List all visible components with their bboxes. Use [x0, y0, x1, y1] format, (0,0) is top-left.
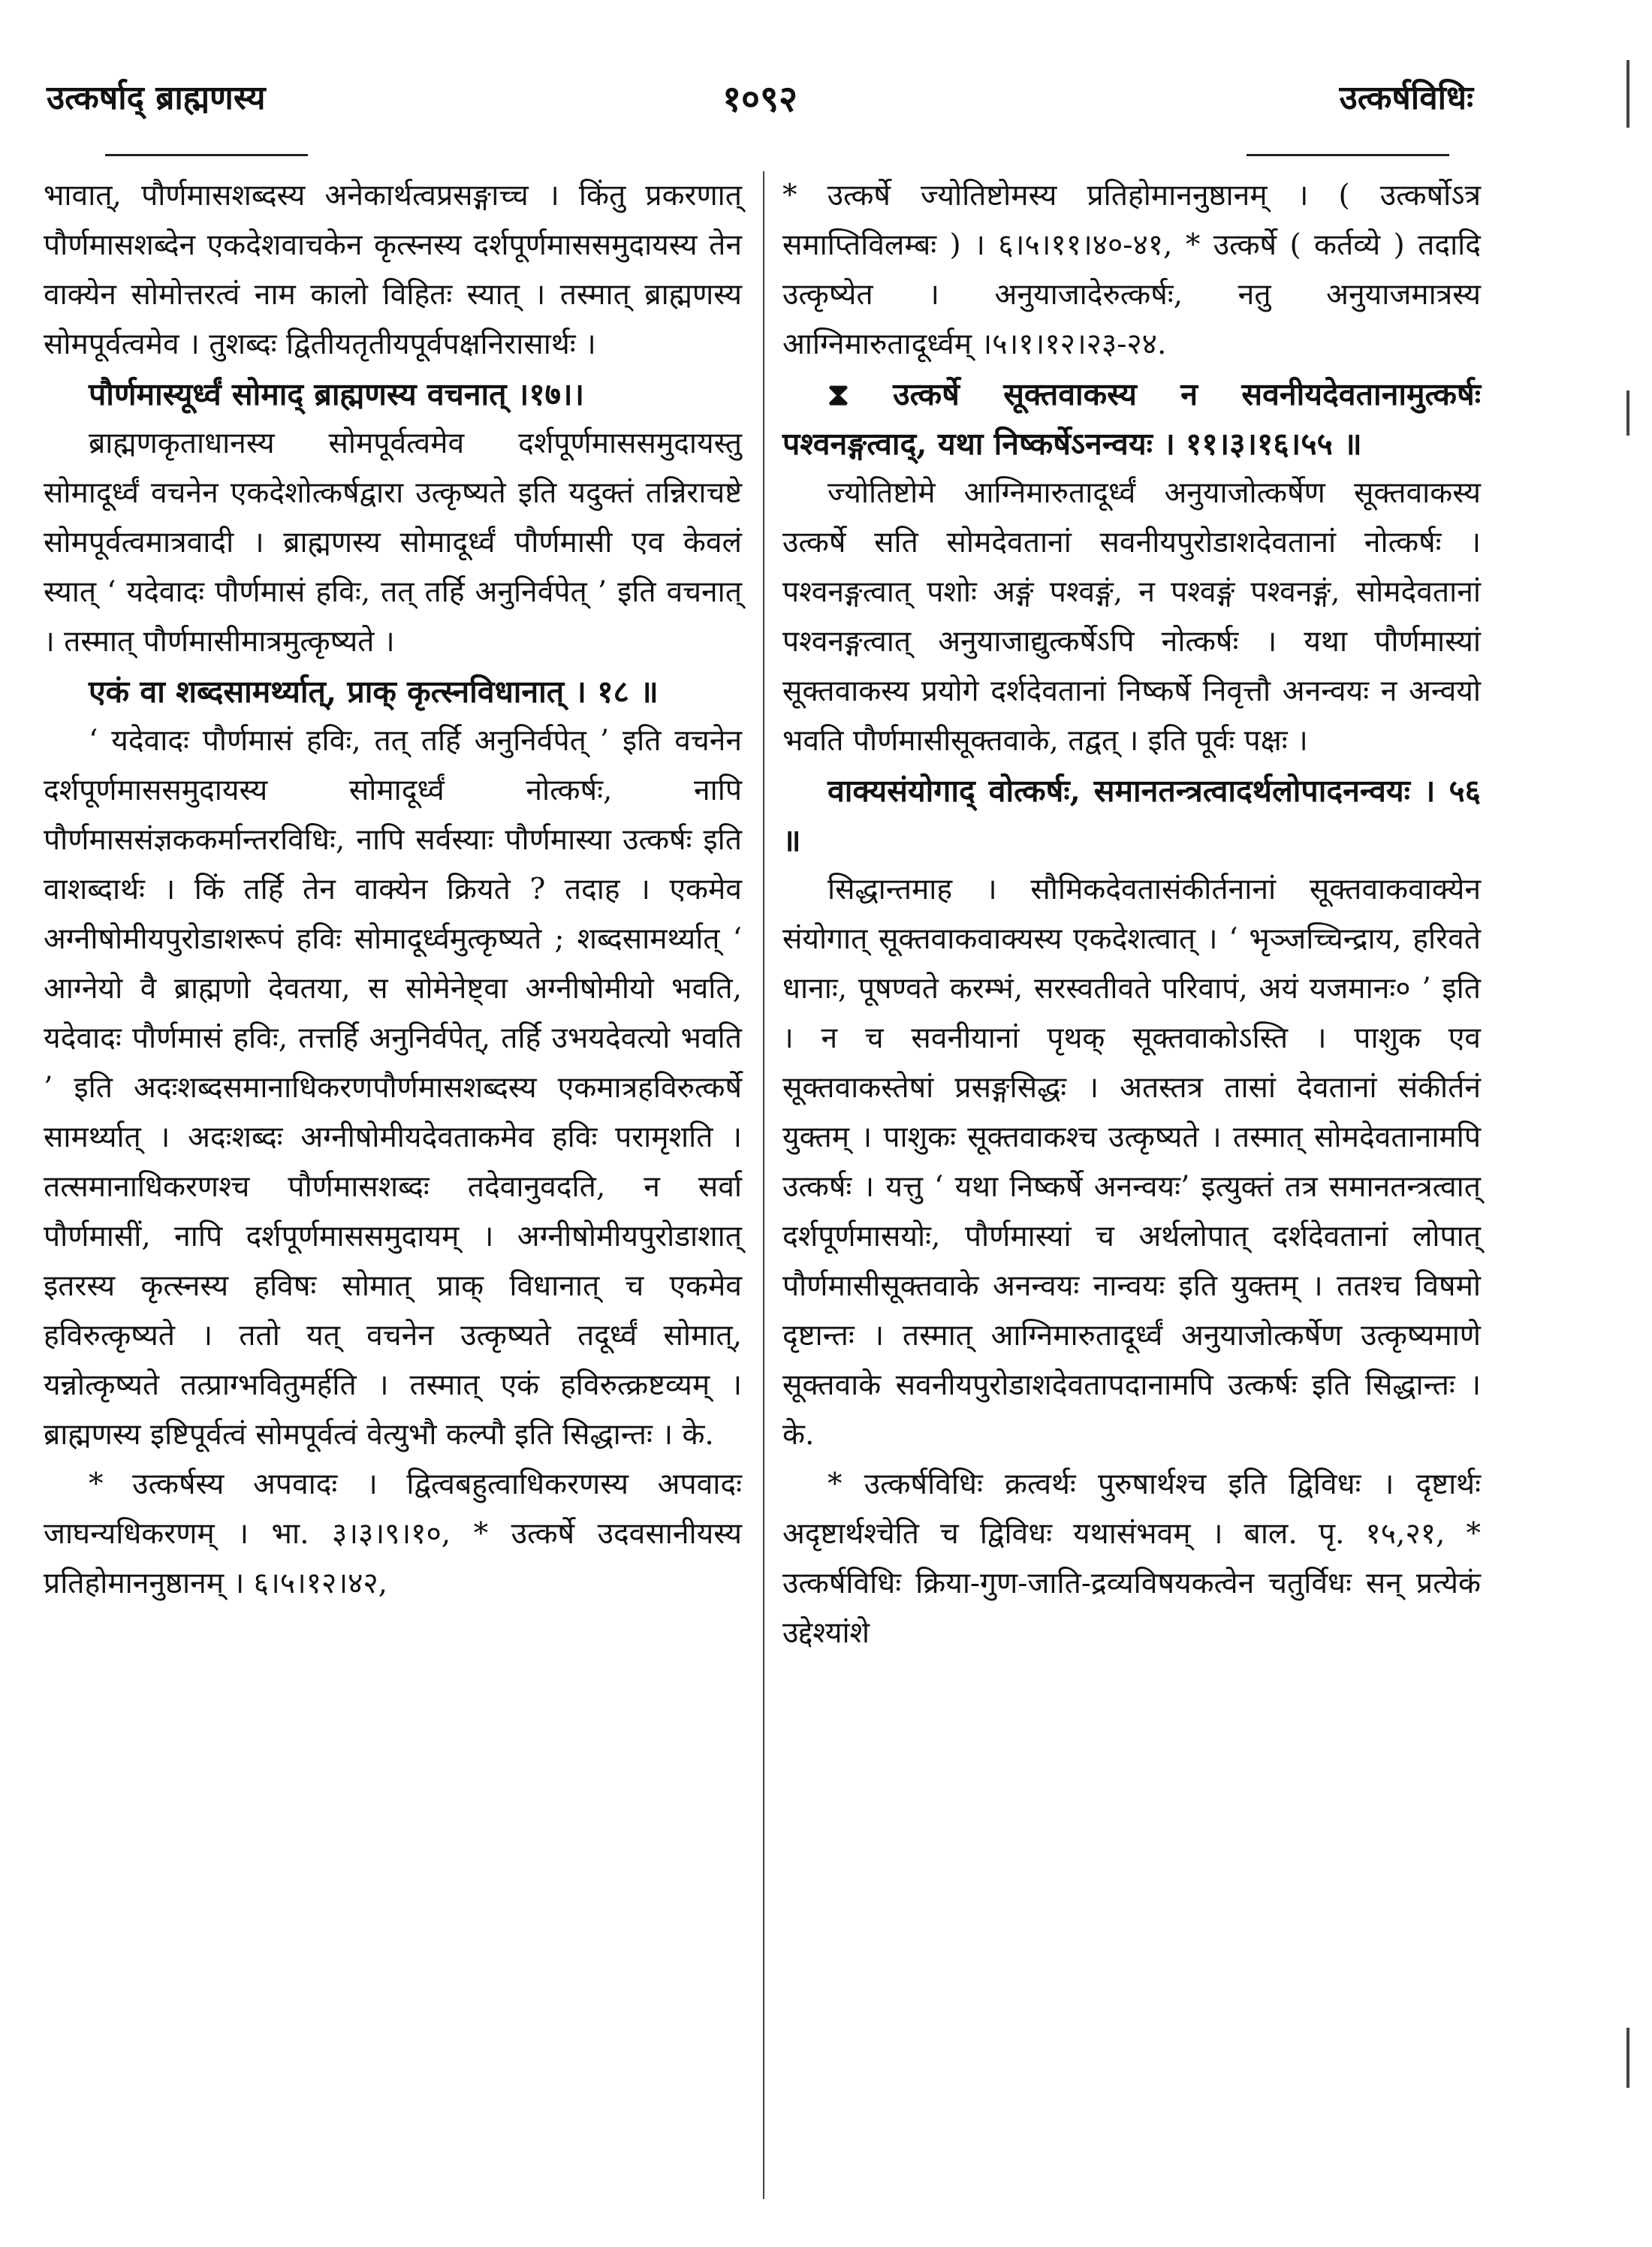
paragraph: भावात्, पौर्णमासशब्दस्य अनेकार्थत्वप्रसङ्गाच्च । किंतु प्रकरणात् पौर्णमासशब्देन एकदेशवाचकेन कृत्स्नस्य दर्शपूर्णमाससमुदायस्य तेन वाक्येन सोमोत्तरत्वं नाम कालो विहितः स्यात् । तस्मात् ब्राह्मणस्य सोमपूर्वत्वमेव । तुशब्दः द्वितीयतृतीयपूर्वपक्षनिरासार्थः । — [44, 179, 742, 361]
scan-edge-mark — [1626, 2028, 1629, 2088]
paragraph: ज्योतिष्टोमे आग्निमारुतादूर्ध्वं अनुयाजोत्कर्षेण सूक्तवाकस्य उत्कर्षे सति सोमदेवतानां सवनीयपुरोडाशदेवतानां नोत्कर्षः । पश्वनङ्गत्वात् पशोः अङ्गं पश्वङ्गं, न पश्वङ्गं पश्वनङ्गं, सोमदेवतानां पश्वनङ्गत्वात् अनुयाजाद्युत्कर्षेऽपि नोत्कर्षः । यथा पौर्णमास्यां सूक्तवाकस्य प्रयोगे दर्शदेवतानां निष्कर्षे निवृत्तौ अनन्वयः न अन्वयो भवति पौर्णमासीसूक्तवाके, तद्वत् । इति पूर्वः पक्षः । — [782, 476, 1481, 758]
sutra-heading: वाक्यसंयोगाद् वोत्कर्षः, समानतन्त्रत्वादर्थलोपादनन्वयः । ५६ ॥ — [782, 773, 1481, 858]
paragraph: ब्राह्मणकृताधानस्य सोमपूर्वत्वमेव दर्शपूर्णमाससमुदायस्तु सोमादूर्ध्वं वचनेन एकदेशोत्कर्षद्वारा उत्कृष्यते इति यदुक्तं तन्निराचष्टे सोमपूर्वत्वमात्रवादी । ब्राह्मणस्य सोमादूर्ध्वं पौर्णमासी एव केवलं स्यात् ‘ यदेवादः पौर्णमासं हविः, तत् तर्हि अनुनिर्वपेत् ’ इति वचनात् । तस्मात् पौर्णमासीमात्रमुत्कृष्यते । — [44, 427, 742, 659]
paragraph: * उत्कर्षस्य अपवादः । द्वित्वबहुत्वाधिकरणस्य अपवादः जाघन्यधिकरणम् । भा. ३।३।९।१०, * उत्कर्षे उदवसानीयस्य प्रतिहोमाननुष्ठानम् । ६।५।१२।४२, — [44, 1467, 742, 1600]
right-column — [782, 171, 1481, 1658]
header-rule-left — [105, 154, 308, 156]
header-left-title: उत्कर्षाद् ब्राह्मणस्य — [47, 79, 266, 117]
sutra-heading: ⧗ उत्कर्षे सूक्तवाकस्य न सवनीयदेवतानामुत्कर्षः पश्वनङ्गत्वाद्, यथा निष्कर्षेऽनन्वयः । ११।३।१६।५५ ॥ — [782, 376, 1481, 462]
left-column — [44, 171, 742, 1609]
header-right-title: उत्कर्षविधिः — [1339, 79, 1473, 117]
running-header — [47, 74, 1473, 126]
paragraph: * उत्कर्षे ज्योतिष्टोमस्य प्रतिहोमाननुष्ठानम् । ( उत्कर्षोऽत्र समाप्तिविलम्बः ) । ६।५।११।४०-४१, * उत्कर्षे ( कर्तव्ये ) तदादि उत्कृष्येत । अनुयाजादेरुत्कर्षः, नतु अनुयाजमात्रस्य आग्निमारुतादूर्ध्वम् ।५।१।१२।२३-२४. — [782, 179, 1481, 361]
scan-edge-mark — [1626, 391, 1629, 436]
header-rule-right — [1247, 154, 1449, 156]
page-number: १०९२ — [722, 78, 797, 120]
column-divider — [763, 171, 764, 2199]
paragraph: सिद्धान्तमाह । सौमिकदेवतासंकीर्तनानां सूक्तवाकवाक्येन संयोगात् सूक्तवाकवाक्यस्य एकदेशत्वात् । ‘ भृञ्जच्चिन्द्राय, हरिवते धानाः, पूषण्वते करम्भं, सरस्वतीवते परिवापं, अयं यजमानः० ’ इति । न च सवनीयानां पृथक् सूक्तवाकोऽस्ति । पाशुक एव सूक्तवाकस्तेषां प्रसङ्गसिद्धः । अतस्तत्र तासां देवतानां संकीर्तनं युक्तम् । पाशुकः सूक्तवाकश्च उत्कृष्यते । तस्मात् सोमदेवतानामपि उत्कर्षः । यत्तु ‘ यथा निष्कर्षे अनन्वयः’ इत्युक्तं तत्र समानतन्त्रत्वात् दर्शपूर्णमासयोः, पौर्णमास्यां च अर्थलोपात् दर्शदेवतानां लोपात् पौर्णमासीसूक्तवाके अनन्वयः नान्वयः इति युक्तम् । ततश्च विषमो दृष्टान्तः । तस्मात् आग्निमारुतादूर्ध्वं अनुयाजोत्कर्षेण उत्कृष्यमाणे सूक्तवाके सवनीयपुरोडाशदेवतापदानामपि उत्कर्षः इति सिद्धान्तः । के. — [782, 873, 1481, 1452]
paragraph: * उत्कर्षविधिः क्रत्वर्थः पुरुषार्थश्च इति द्विविधः । दृष्टार्थः अदृष्टार्थश्चेति च द्विविधः यथासंभवम् । बाल. पृ. १५,२१, * उत्कर्षविधिः क्रिया-गुण-जाति-द्रव्यविषयकत्वेन चतुर्विधः सन् प्रत्येकं उद्देश्यांशे — [782, 1467, 1481, 1650]
paragraph: ‘ यदेवादः पौर्णमासं हविः, तत् तर्हि अनुनिर्वपेत् ’ इति वचनेन दर्शपूर्णमाससमुदायस्य सोमादूर्ध्वं नोत्कर्षः, नापि पौर्णमाससंज्ञककर्मान्तरविधिः, नापि सर्वस्याः पौर्णमास्या उत्कर्षः इति वाशब्दार्थः । किं तर्हि तेन वाक्येन क्रियते ? तदाह । एकमेव अग्नीषोमीयपुरोडाशरूपं हविः सोमादूर्ध्वमुत्कृष्यते ; शब्दसामर्थ्यात् ‘ आग्नेयो वै ब्राह्मणो देवतया, स सोमेनेष्ट्वा अग्नीषोमीयो भवति, यदेवादः पौर्णमासं हविः, तत्तर्हि अनुनिर्वपेत्, तर्हि उभयदेवत्यो भवति ’ इति अदःशब्दसमानाधिकरणपौर्णमासशब्दस्य एकमात्रहविरुत्कर्षे सामर्थ्यात् । अदःशब्दः अग्नीषोमीयदेवताकमेव हविः परामृशति । तत्समानाधिकरणश्च पौर्णमासशब्दः तदेवानुवदति, न सर्वा पौर्णमासीं, नापि दर्शपूर्णमाससमुदायम् । अग्नीषोमीयपुरोडाशात् इतरस्य कृत्स्नस्य हविषः सोमात् प्राक् विधानात् च एकमेव हविरुत्कृष्यते । ततो यत् वचनेन उत्कृष्यते तदूर्ध्वं सोमात्, यन्नोत्कृष्यते तत्प्राग्भवितुमर्हति । तस्मात् एकं हविरुत्क्रष्टव्यम् । ब्राह्मणस्य इष्टिपूर्वत्वं सोमपूर्वत्वं वेत्युभौ कल्पौ इति सिद्धान्तः । के. — [44, 724, 742, 1452]
sutra-heading: पौर्णमास्यूर्ध्वं सोमाद् ब्राह्मणस्य वचनात् ।१७।। — [89, 376, 585, 412]
scan-edge-mark — [1626, 60, 1629, 128]
sutra-heading: एकं वा शब्दसामर्थ्यात्, प्राक् कृत्स्नविधानात् । १८ ॥ — [89, 674, 659, 710]
